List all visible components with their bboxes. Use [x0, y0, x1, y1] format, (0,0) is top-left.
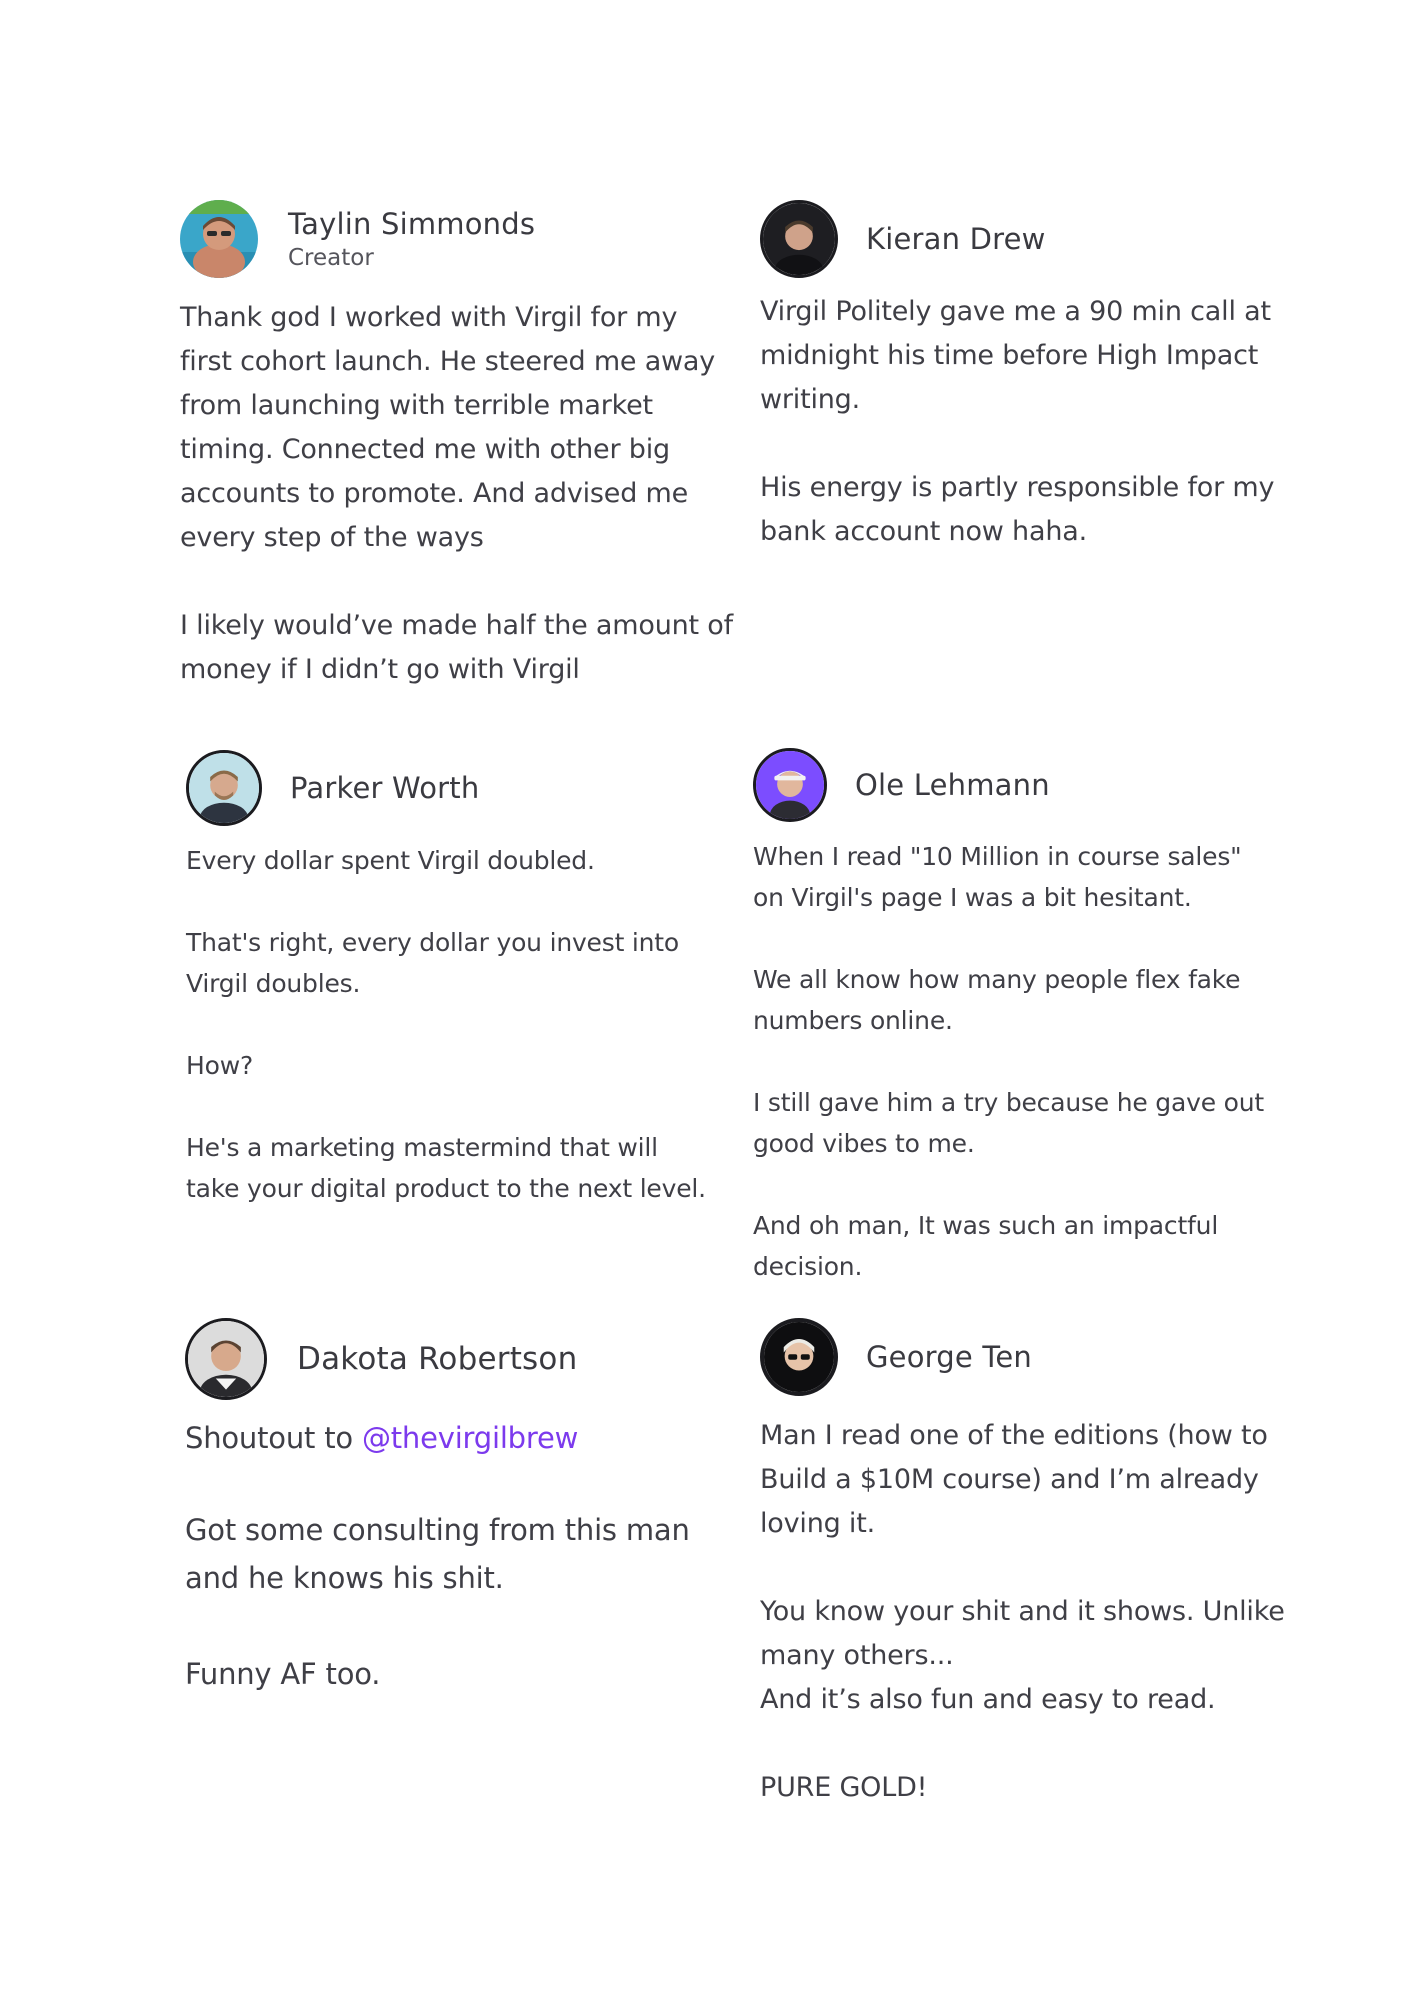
testimonial-text — [180, 296, 735, 692]
testimonial-header — [760, 200, 1280, 278]
testimonial-paragraph: I likely would’ve made half the amount of money if I didn’t go with Virgil — [180, 610, 733, 685]
testimonial-text — [760, 1414, 1285, 1810]
testimonial-paragraph: Got some consulting from this man and he knows his shit. — [185, 1513, 690, 1595]
testimonial-author — [290, 771, 479, 805]
testimonial-paragraph: When I read "10 Million in course sales" on Virgil's page I was a bit hesitant. — [753, 842, 1242, 912]
shoutout-prefix: Shoutout to — [185, 1421, 362, 1455]
testimonial-text — [753, 836, 1278, 1287]
testimonial-paragraph: Virgil Politely gave me a 90 min call at midnight his time before High Impact writing. — [760, 296, 1271, 415]
testimonial-text — [186, 840, 716, 1209]
testimonial-author — [297, 1341, 577, 1377]
testimonial-paragraph: Thank god I worked with Virgil for my first cohort launch. He steered me away from launching with terrible market timing. Connected me with other big accounts to promote. And advised me every step of the ways — [180, 302, 716, 553]
author-name: Parker Worth — [290, 771, 480, 805]
testimonial-paragraph: PURE GOLD! — [760, 1772, 928, 1803]
testimonial-card — [753, 748, 1278, 1287]
testimonial-paragraph: Man I read one of the editions (how to Build a $10M course) and I’m already loving it. — [760, 1420, 1268, 1539]
testimonial-author — [866, 222, 1046, 256]
testimonial-paragraph: We all know how many people flex fake numbers online. — [753, 965, 1241, 1035]
testimonial-header — [753, 748, 1278, 822]
testimonial-header — [760, 1318, 1285, 1396]
avatar — [180, 200, 258, 278]
avatar — [760, 200, 838, 278]
testimonial-card — [760, 200, 1280, 554]
author-role: Creator — [288, 245, 374, 271]
testimonial-card — [185, 1318, 740, 1698]
testimonial-paragraph: He's a marketing mastermind that will take your digital product to the next level. — [186, 1133, 706, 1203]
testimonial-author — [855, 768, 1050, 802]
testimonial-paragraph: And oh man, It was such an impactful decision. — [753, 1211, 1219, 1281]
testimonial-text — [185, 1414, 740, 1698]
testimonial-author — [288, 207, 535, 271]
testimonial-header — [185, 1318, 740, 1400]
testimonial-paragraph: How? — [186, 1051, 254, 1080]
testimonial-paragraph — [185, 1414, 740, 1462]
testimonial-header — [186, 750, 716, 826]
twitter-handle-link[interactable]: @thevirgilbrew — [361, 1421, 579, 1455]
author-name: Ole Lehmann — [855, 768, 1050, 802]
testimonial-author — [866, 1340, 1032, 1374]
testimonial-text — [760, 290, 1280, 554]
avatar — [760, 1318, 838, 1396]
avatar — [185, 1318, 267, 1400]
avatar — [186, 750, 262, 826]
testimonial-card — [180, 200, 735, 692]
testimonial-paragraph: His energy is partly responsible for my bank account now haha. — [760, 472, 1275, 547]
author-name: Dakota Robertson — [297, 1341, 578, 1377]
author-name: Taylin Simmonds — [288, 207, 536, 241]
testimonial-paragraph: And it’s also fun and easy to read. — [760, 1684, 1216, 1715]
testimonial-header — [180, 200, 735, 278]
testimonial-paragraph: Every dollar spent Virgil doubled. — [186, 846, 595, 875]
testimonial-paragraph: You know your shit and it shows. Unlike many others... — [760, 1596, 1285, 1671]
testimonial-card — [186, 750, 716, 1209]
avatar — [753, 748, 827, 822]
author-name: Kieran Drew — [866, 222, 1046, 256]
testimonial-paragraph: I still gave him a try because he gave out good vibes to me. — [753, 1088, 1264, 1158]
testimonial-paragraph: That's right, every dollar you invest into Virgil doubles. — [186, 928, 680, 998]
author-name: George Ten — [866, 1340, 1032, 1374]
testimonial-card — [760, 1318, 1285, 1810]
testimonial-paragraph: Funny AF too. — [185, 1657, 381, 1691]
